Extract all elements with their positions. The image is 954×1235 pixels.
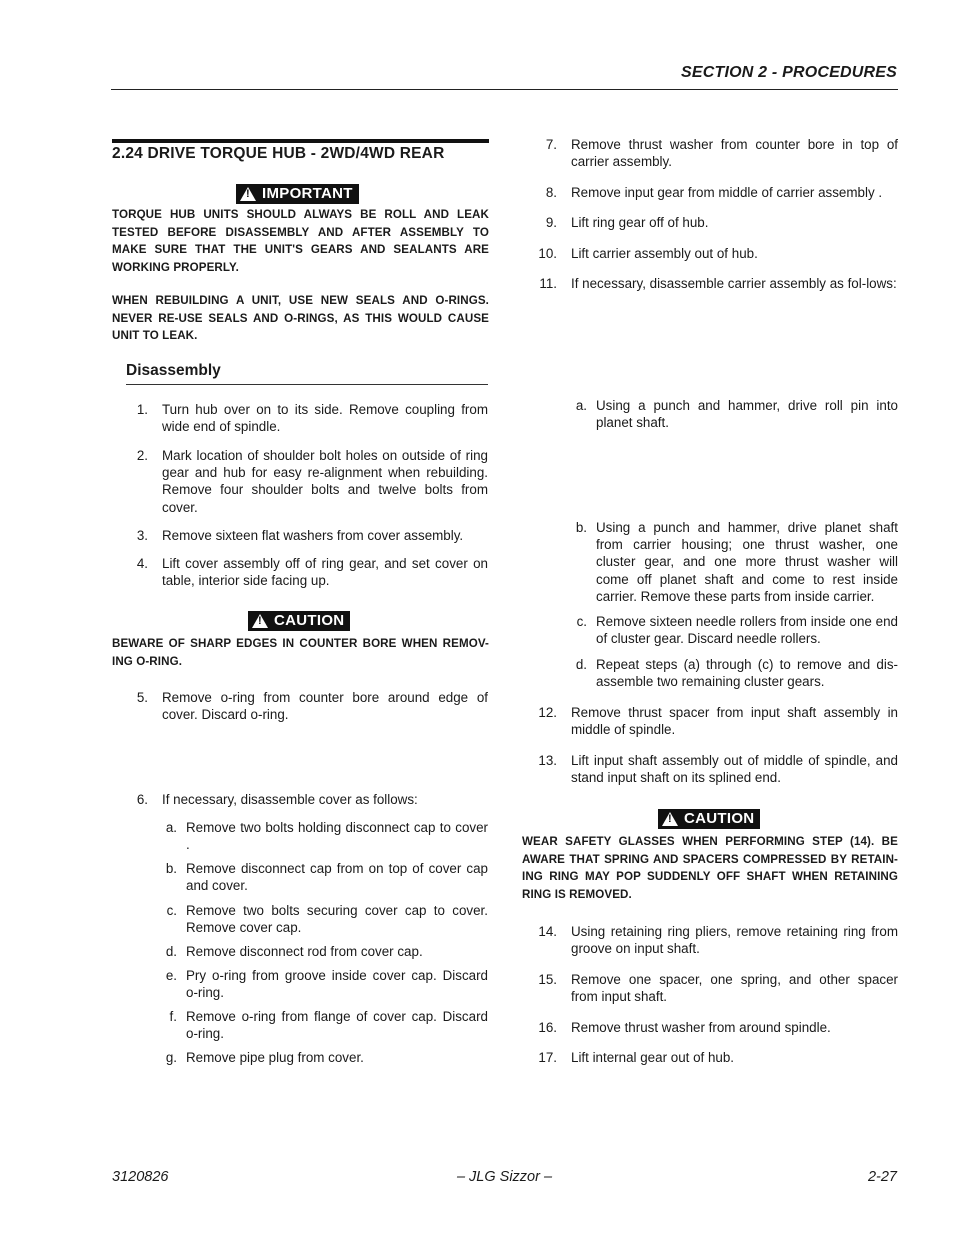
disassembly-rule bbox=[126, 384, 488, 385]
important-label: IMPORTANT bbox=[262, 185, 353, 202]
warning-icon: ! bbox=[240, 187, 256, 201]
caution-badge-1 bbox=[248, 611, 350, 631]
caution-label-2: CAUTION bbox=[684, 810, 755, 827]
warning-icon: ! bbox=[252, 614, 268, 628]
important-badge bbox=[236, 184, 359, 204]
footer-page-number: 2-27 bbox=[867, 1169, 897, 1185]
footer-doc-number: 3120826 bbox=[112, 1169, 169, 1185]
section-title: 2.24 DRIVE TORQUE HUB - 2WD/4WD REAR bbox=[112, 145, 445, 162]
caution-label-1: CAUTION bbox=[274, 612, 345, 629]
caution-text-2: WEAR SAFETY GLASSES WHEN PERFORMING STEP (14). BE AWARE THAT SPRING AND SPACERS COMPRESSED BY RETAIN-ING RING MAY POP SUDDENLY OFF SHAFT WHEN RETAINING RING IS REMOVED. bbox=[522, 835, 898, 901]
caution-badge-2 bbox=[658, 809, 760, 829]
section-header: SECTION 2 - PROCEDURES bbox=[681, 64, 897, 81]
caution-text-1: BEWARE OF SHARP EDGES IN COUNTER BORE WHEN REMOV-ING O-RING. bbox=[112, 637, 489, 668]
important-text-1: TORQUE HUB UNITS SHOULD ALWAYS BE ROLL AND LEAK TESTED BEFORE DISASSEMBLY AND AFTER ASSEMBLY TO MAKE SURE THAT THE UNIT'S GEARS AND SEALANTS ARE WORKING PROPERLY. bbox=[112, 208, 489, 274]
footer-title: – JLG Sizzor – bbox=[456, 1169, 553, 1185]
disassembly-title: Disassembly bbox=[126, 362, 221, 379]
header-rule bbox=[111, 89, 898, 90]
warning-icon: ! bbox=[662, 812, 678, 826]
important-text-2: WHEN REBUILDING A UNIT, USE NEW SEALS AND O-RINGS. NEVER RE-USE SEALS AND O-RINGS, AS THIS WOULD CAUSE UNIT TO LEAK. bbox=[112, 294, 489, 342]
section-rule bbox=[112, 139, 489, 143]
